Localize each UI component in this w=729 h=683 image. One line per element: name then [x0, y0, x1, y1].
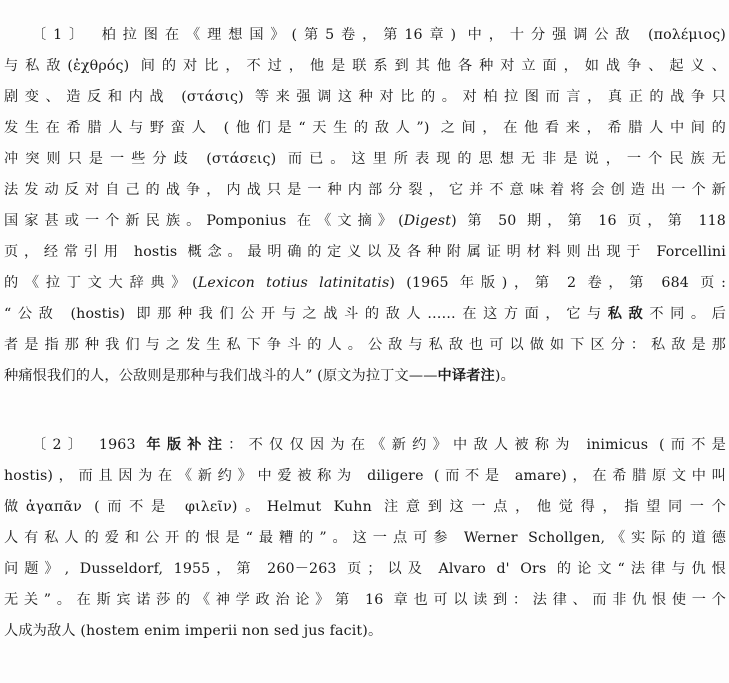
text-line	[4, 20, 726, 51]
text-segment: ) 第 50 期，第 16 页，第 118	[451, 213, 726, 229]
emphasized-text: 年版补注	[146, 437, 229, 453]
footnote-2	[4, 430, 726, 647]
text-segment: 人有私人的爱和公开的恨是“最糟的”。这一点可参 Werner Schollgen,《实际的道德	[4, 530, 726, 546]
text-segment: 的《拉丁文大辞典》(	[4, 275, 198, 291]
italic-title: Lexicon totius latinitatis	[197, 275, 390, 291]
text-segment: ) (1965 年版)，第 2 卷，第 684 页:	[389, 275, 726, 291]
text-segment: 人成为敌人 (hostem enim imperii non sed jus facit)。	[4, 623, 383, 639]
text-segment: 与私敌(ἐχθρός) 间的对比，不过，他是联系到其他各种对立面，如战争、起义、	[4, 58, 726, 74]
text-segment: hostis)，而且因为在《新约》中爱被称为 diligere (而不是 amare)，在希腊原文中叫	[4, 468, 726, 484]
text-line	[4, 616, 726, 647]
text-segment: 冲突则只是一些分歧 (στάσεις) 而已。这里所表现的思想无非是说，一个民族无	[4, 151, 726, 167]
text-line	[4, 237, 726, 268]
text-line	[4, 554, 726, 585]
text-line	[4, 268, 726, 299]
text-segment: 不同。后	[649, 306, 726, 322]
text-segment: “公敌 (hostis) 即那种我们公开与之战斗的敌人……在这方面，它与	[4, 306, 608, 322]
text-segment: 种痛恨我们的人，公敌则是那种与我们战斗的人” (原文为拉丁文——	[4, 368, 438, 384]
text-line	[4, 430, 726, 461]
text-segment: 法发动反对自己的战争，内战只是一种内部分裂，它并不意味着将会创造出一个新	[4, 182, 726, 198]
text-segment: )。	[494, 368, 515, 384]
text-segment: 问题》, Dusseldorf, 1955，第 260－263 页；以及 Alvaro d' Ors 的论文“法律与仇恨	[4, 561, 726, 577]
text-segment: 无关”。在斯宾诺莎的《神学政治论》第 16 章也可以读到：法律、而非仇恨使一个	[4, 592, 726, 608]
text-line	[4, 206, 726, 237]
text-segment: 剧变、造反和内战 (στάσις) 等来强调这种对比的。对柏拉图而言，真正的战争只	[4, 89, 726, 105]
text-line	[4, 361, 726, 392]
text-segment: ：不仅仅因为在《新约》中敌人被称为 inimicus (而不是	[228, 437, 726, 453]
text-line	[4, 113, 726, 144]
text-segment: 发生在希腊人与野蛮人 (他们是“天生的敌人”) 之间，在他看来，希腊人中间的	[4, 120, 726, 136]
text-line	[4, 175, 726, 206]
text-line	[4, 585, 726, 616]
text-segment: 〔2〕 1963	[32, 437, 147, 453]
text-segment: 〔1〕 柏拉图在《理想国》(第5卷，第16章) 中，十分强调公敌 (πολέμιος)	[32, 27, 726, 43]
text-segment: 页，经常引用 hostis 概念。最明确的定义以及各种附属证明材料则出现于 Forcellini	[4, 244, 726, 260]
text-line	[4, 82, 726, 113]
text-segment: 做ἀγαπᾶν (而不是 φιλεῖν)。Helmut Kuhn 注意到这一点，他觉得，指望同一个	[4, 499, 726, 515]
text-line	[4, 461, 726, 492]
text-line	[4, 51, 726, 82]
text-segment: 国家甚或一个新民族。Pomponius 在《文摘》(	[4, 213, 404, 229]
emphasized-text: 中译者注	[437, 368, 495, 384]
text-line	[4, 523, 726, 554]
text-line	[4, 144, 726, 175]
footnote-1	[4, 20, 726, 392]
emphasized-text: 私敌	[607, 306, 650, 322]
text-line	[4, 299, 726, 330]
text-segment: 者是指那种我们与之发生私下争斗的人。公敌与私敌也可以做如下区分：私敌是那	[4, 337, 726, 353]
italic-title: Digest	[403, 213, 452, 229]
text-line	[4, 492, 726, 523]
text-line	[4, 330, 726, 361]
